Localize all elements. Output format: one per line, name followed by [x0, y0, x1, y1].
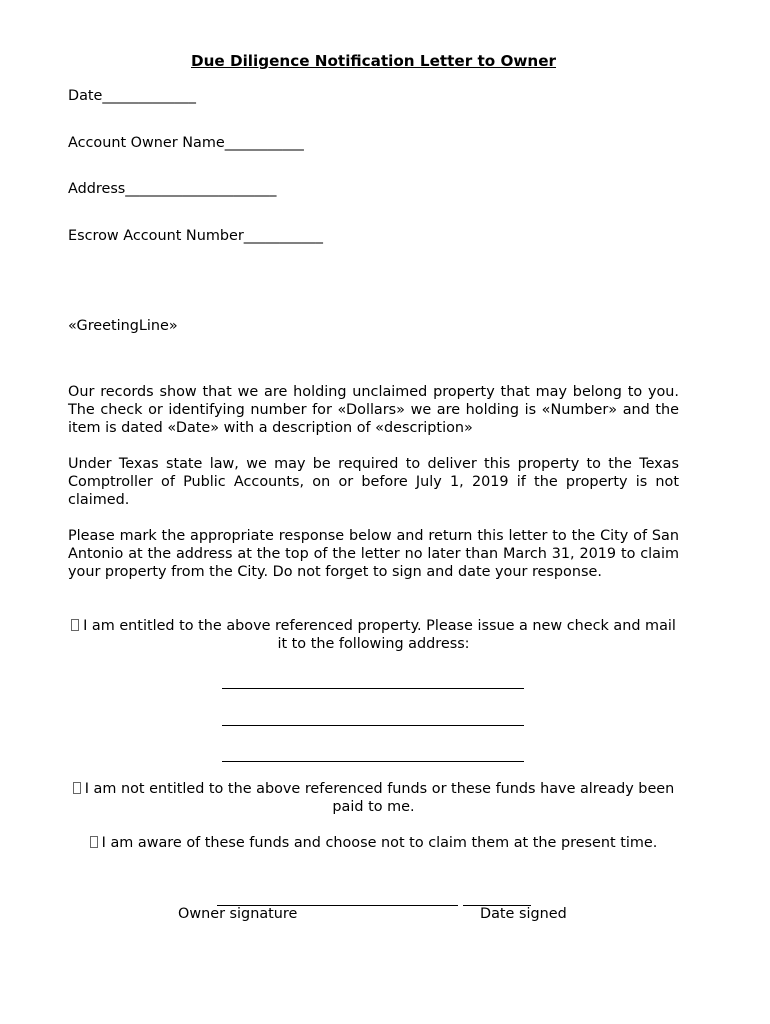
paragraph-records: Our records show that we are holding unclaimed property that may belong to you. The check or identifying number for «Dollars» we are holding is «Number» and the item is dated «Date» with a description of «description»	[68, 384, 679, 436]
option-aware[interactable]	[68, 834, 679, 852]
address-line-1[interactable]	[222, 688, 524, 689]
checkbox-entitled[interactable]	[71, 619, 79, 631]
date-signed-label: Date signed	[480, 906, 567, 922]
checkbox-aware[interactable]	[90, 836, 98, 848]
account-owner-name-field[interactable]: Account Owner Name___________	[68, 135, 304, 151]
page-title: Due Diligence Notification Letter to Owner	[190, 52, 557, 70]
checkbox-not-entitled[interactable]	[73, 782, 81, 794]
option-aware-label: I am aware of these funds and choose not to claim them at the present time.	[101, 835, 658, 851]
owner-signature-label: Owner signature	[178, 906, 298, 922]
address-line-3[interactable]	[222, 761, 524, 762]
option-entitled-label: I am entitled to the above referenced property. Please issue a new check and mail it to the following address:	[83, 618, 676, 652]
paragraph-instructions: Please mark the appropriate response below and return this letter to the City of San Antonio at the address at the top of the letter no later than March 31, 2019 to claim your property from the City. Do not forget to sign and date your response.	[68, 528, 679, 580]
option-not-entitled-label: I am not entitled to the above referenced funds or these funds have already been paid to me.	[84, 781, 675, 815]
paragraph-state-law: Under Texas state law, we may be required to deliver this property to the Texas Comptroller of Public Accounts, on or before July 1, 2019 if the property is not claimed.	[68, 456, 679, 508]
address-line-2[interactable]	[222, 725, 524, 726]
option-entitled[interactable]	[68, 617, 679, 653]
escrow-account-number-field[interactable]: Escrow Account Number___________	[68, 228, 323, 244]
address-field[interactable]: Address_____________________	[68, 181, 277, 197]
date-field[interactable]: Date_____________	[68, 88, 196, 104]
option-not-entitled[interactable]	[68, 780, 679, 816]
greeting-line: «GreetingLine»	[68, 318, 178, 334]
